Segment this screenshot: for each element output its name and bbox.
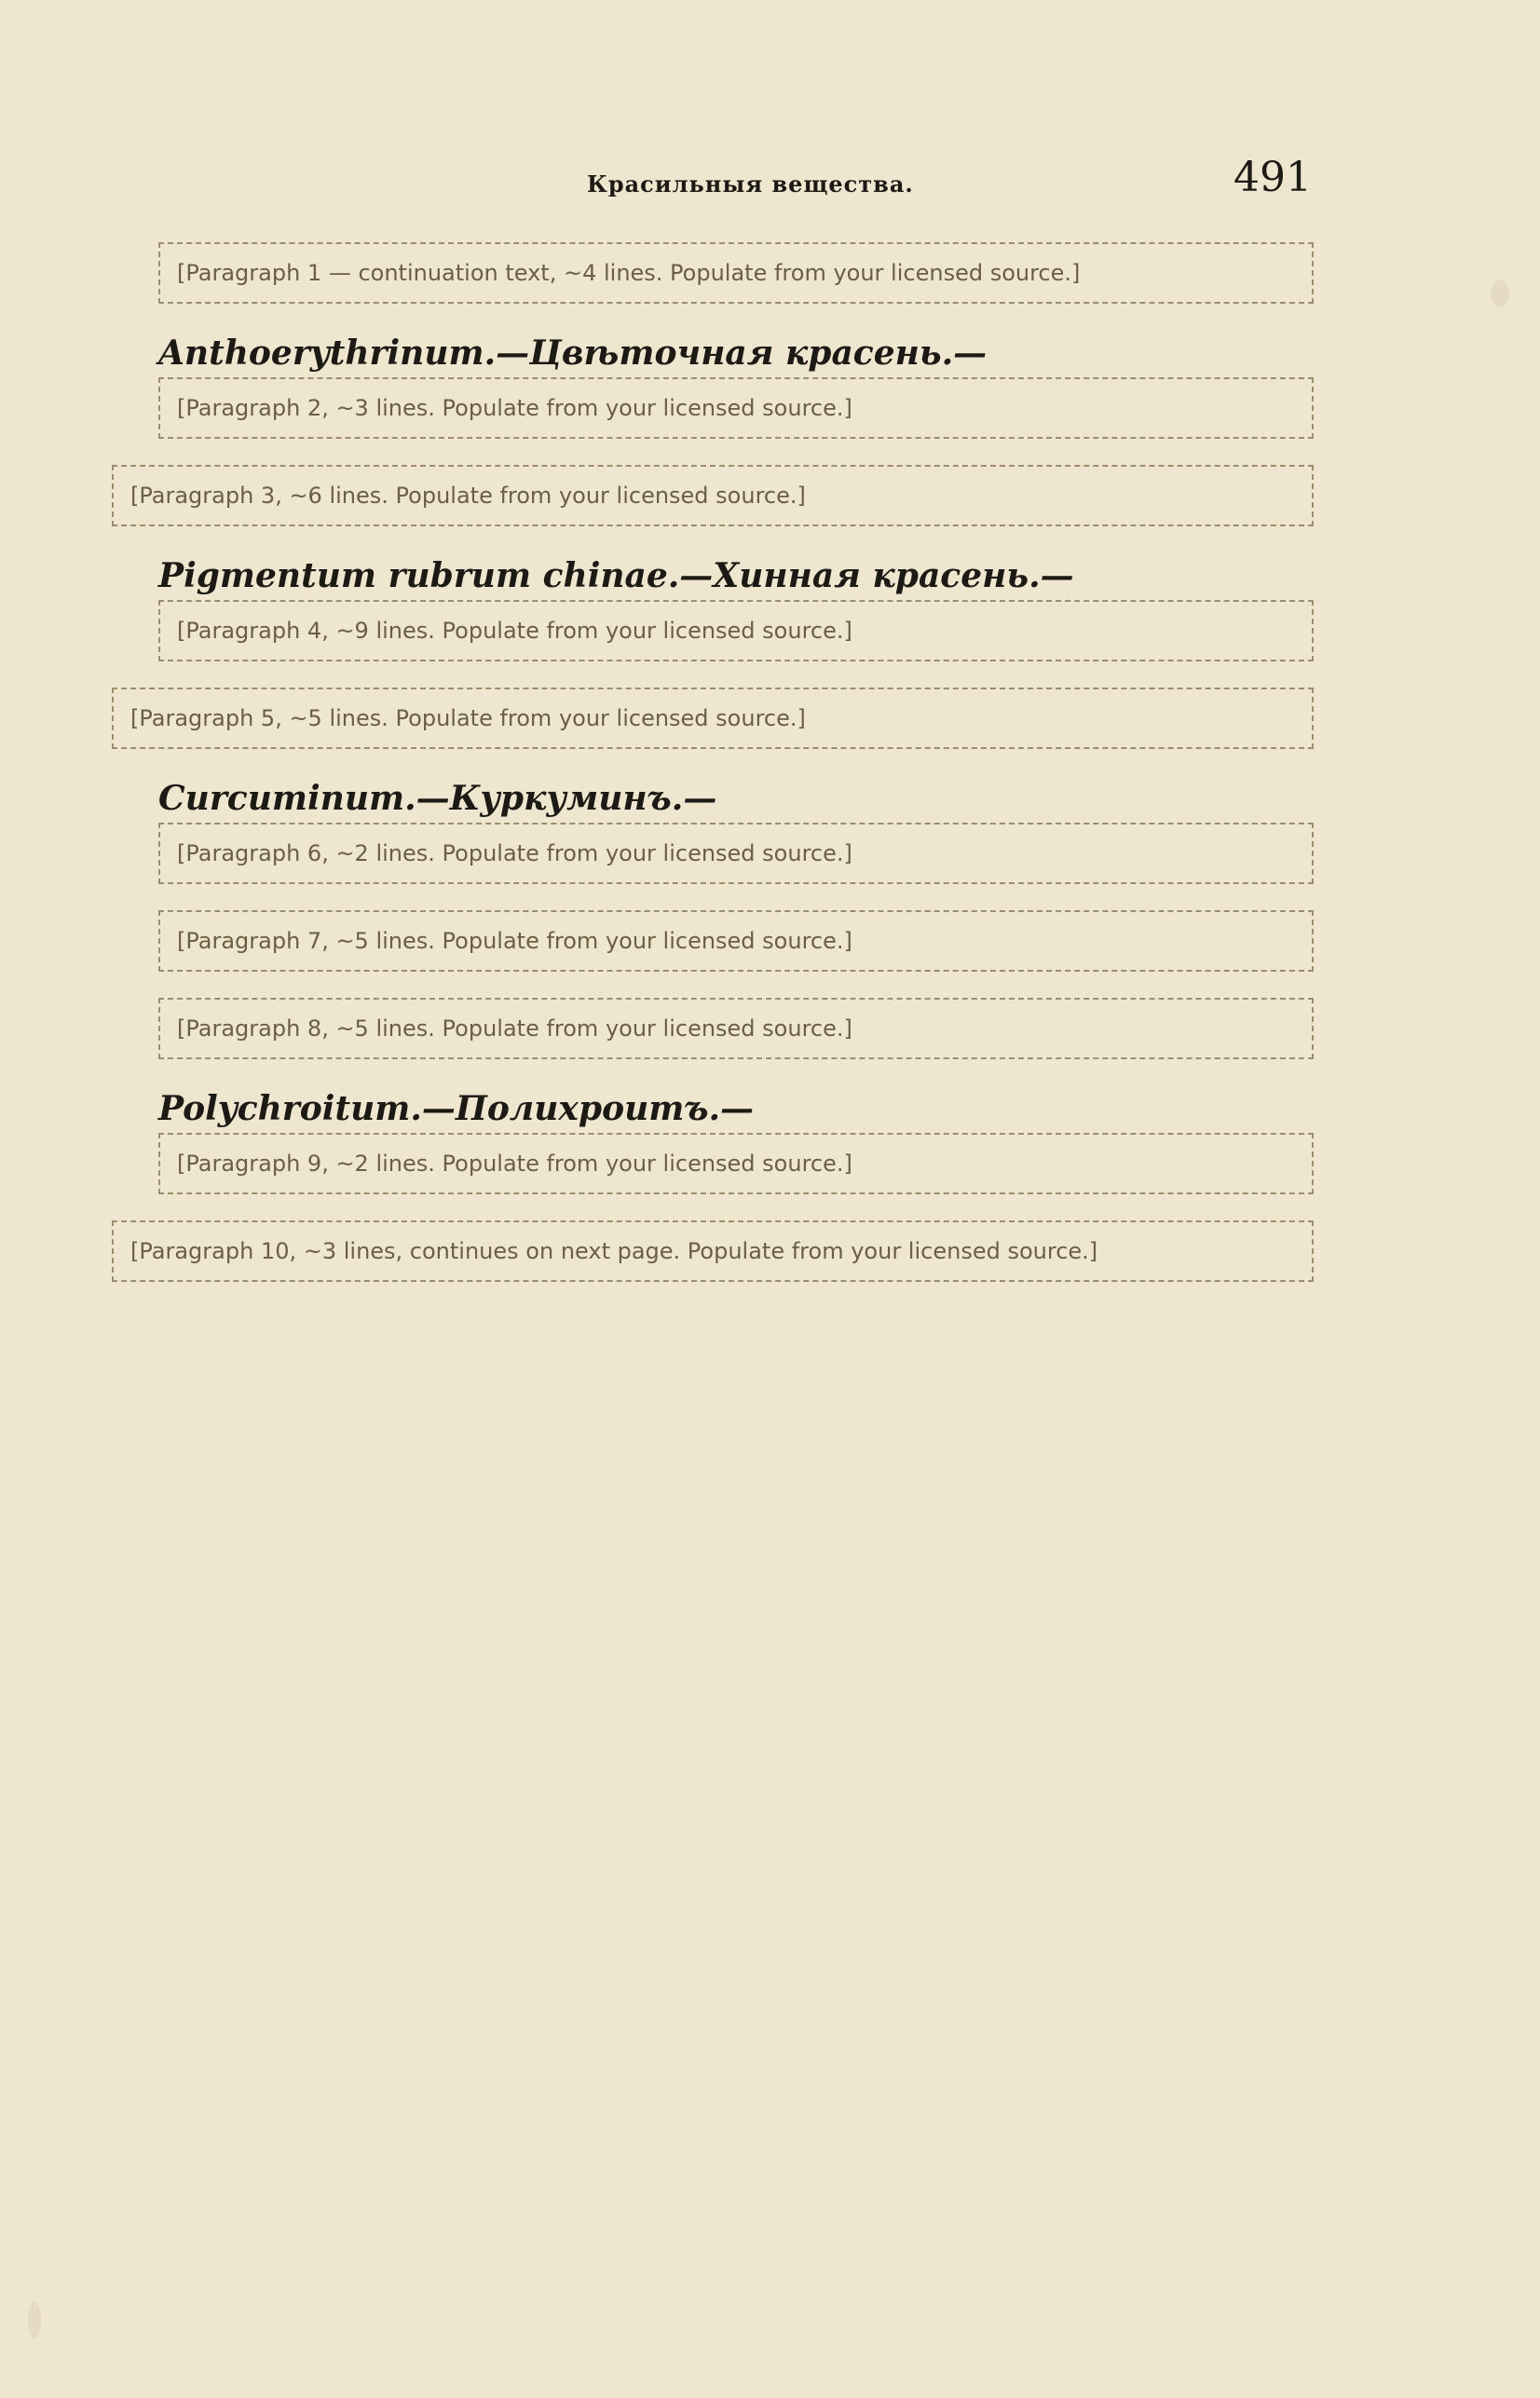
page-number: 491 <box>1233 154 1312 201</box>
paragraph-text: [Paragraph 4, ~9 lines. Populate from your licensed source.] <box>158 600 1314 661</box>
paragraph-text: [Paragraph 6, ~2 lines. Populate from your licensed source.] <box>158 823 1314 884</box>
entry-title: Anthoerythrinum.—Цвѣточная красень.— <box>158 334 988 373</box>
paragraph <box>112 998 1314 1059</box>
paragraph <box>112 910 1314 972</box>
paragraph-text: [Paragraph 3, ~6 lines. Populate from your licensed source.] <box>112 465 1314 526</box>
entry-title: Polychroitum.—Полихроитъ.— <box>158 1089 755 1128</box>
paragraph <box>112 242 1314 304</box>
paragraph-text: [Paragraph 1 — continuation text, ~4 lines. Populate from your licensed source.] <box>158 242 1314 304</box>
paragraph-text: [Paragraph 5, ~5 lines. Populate from your licensed source.] <box>112 688 1314 749</box>
entry-title: Pigmentum rubrum chinae.—Хинная красень.— <box>158 556 1074 595</box>
page-header <box>0 154 1540 210</box>
paragraph <box>112 552 1314 661</box>
paragraph <box>112 775 1314 884</box>
paragraph-text: [Paragraph 10, ~3 lines, continues on next page. Populate from your licensed source.] <box>112 1220 1314 1282</box>
body-text <box>112 242 1314 1308</box>
running-head: Красильныя вещества. <box>587 170 914 198</box>
paragraph-text: [Paragraph 9, ~2 lines. Populate from your licensed source.] <box>158 1133 1314 1194</box>
paragraph-text: [Paragraph 7, ~5 lines. Populate from your licensed source.] <box>158 910 1314 972</box>
entry-title: Curcuminum.—Куркуминъ.— <box>158 779 717 818</box>
paragraph <box>112 465 1314 526</box>
paragraph-text: [Paragraph 2, ~3 lines. Populate from your licensed source.] <box>158 377 1314 439</box>
paragraph-text: [Paragraph 8, ~5 lines. Populate from your licensed source.] <box>158 998 1314 1059</box>
paragraph <box>112 1085 1314 1194</box>
paragraph <box>112 688 1314 749</box>
paragraph <box>112 1220 1314 1282</box>
paragraph <box>112 330 1314 439</box>
